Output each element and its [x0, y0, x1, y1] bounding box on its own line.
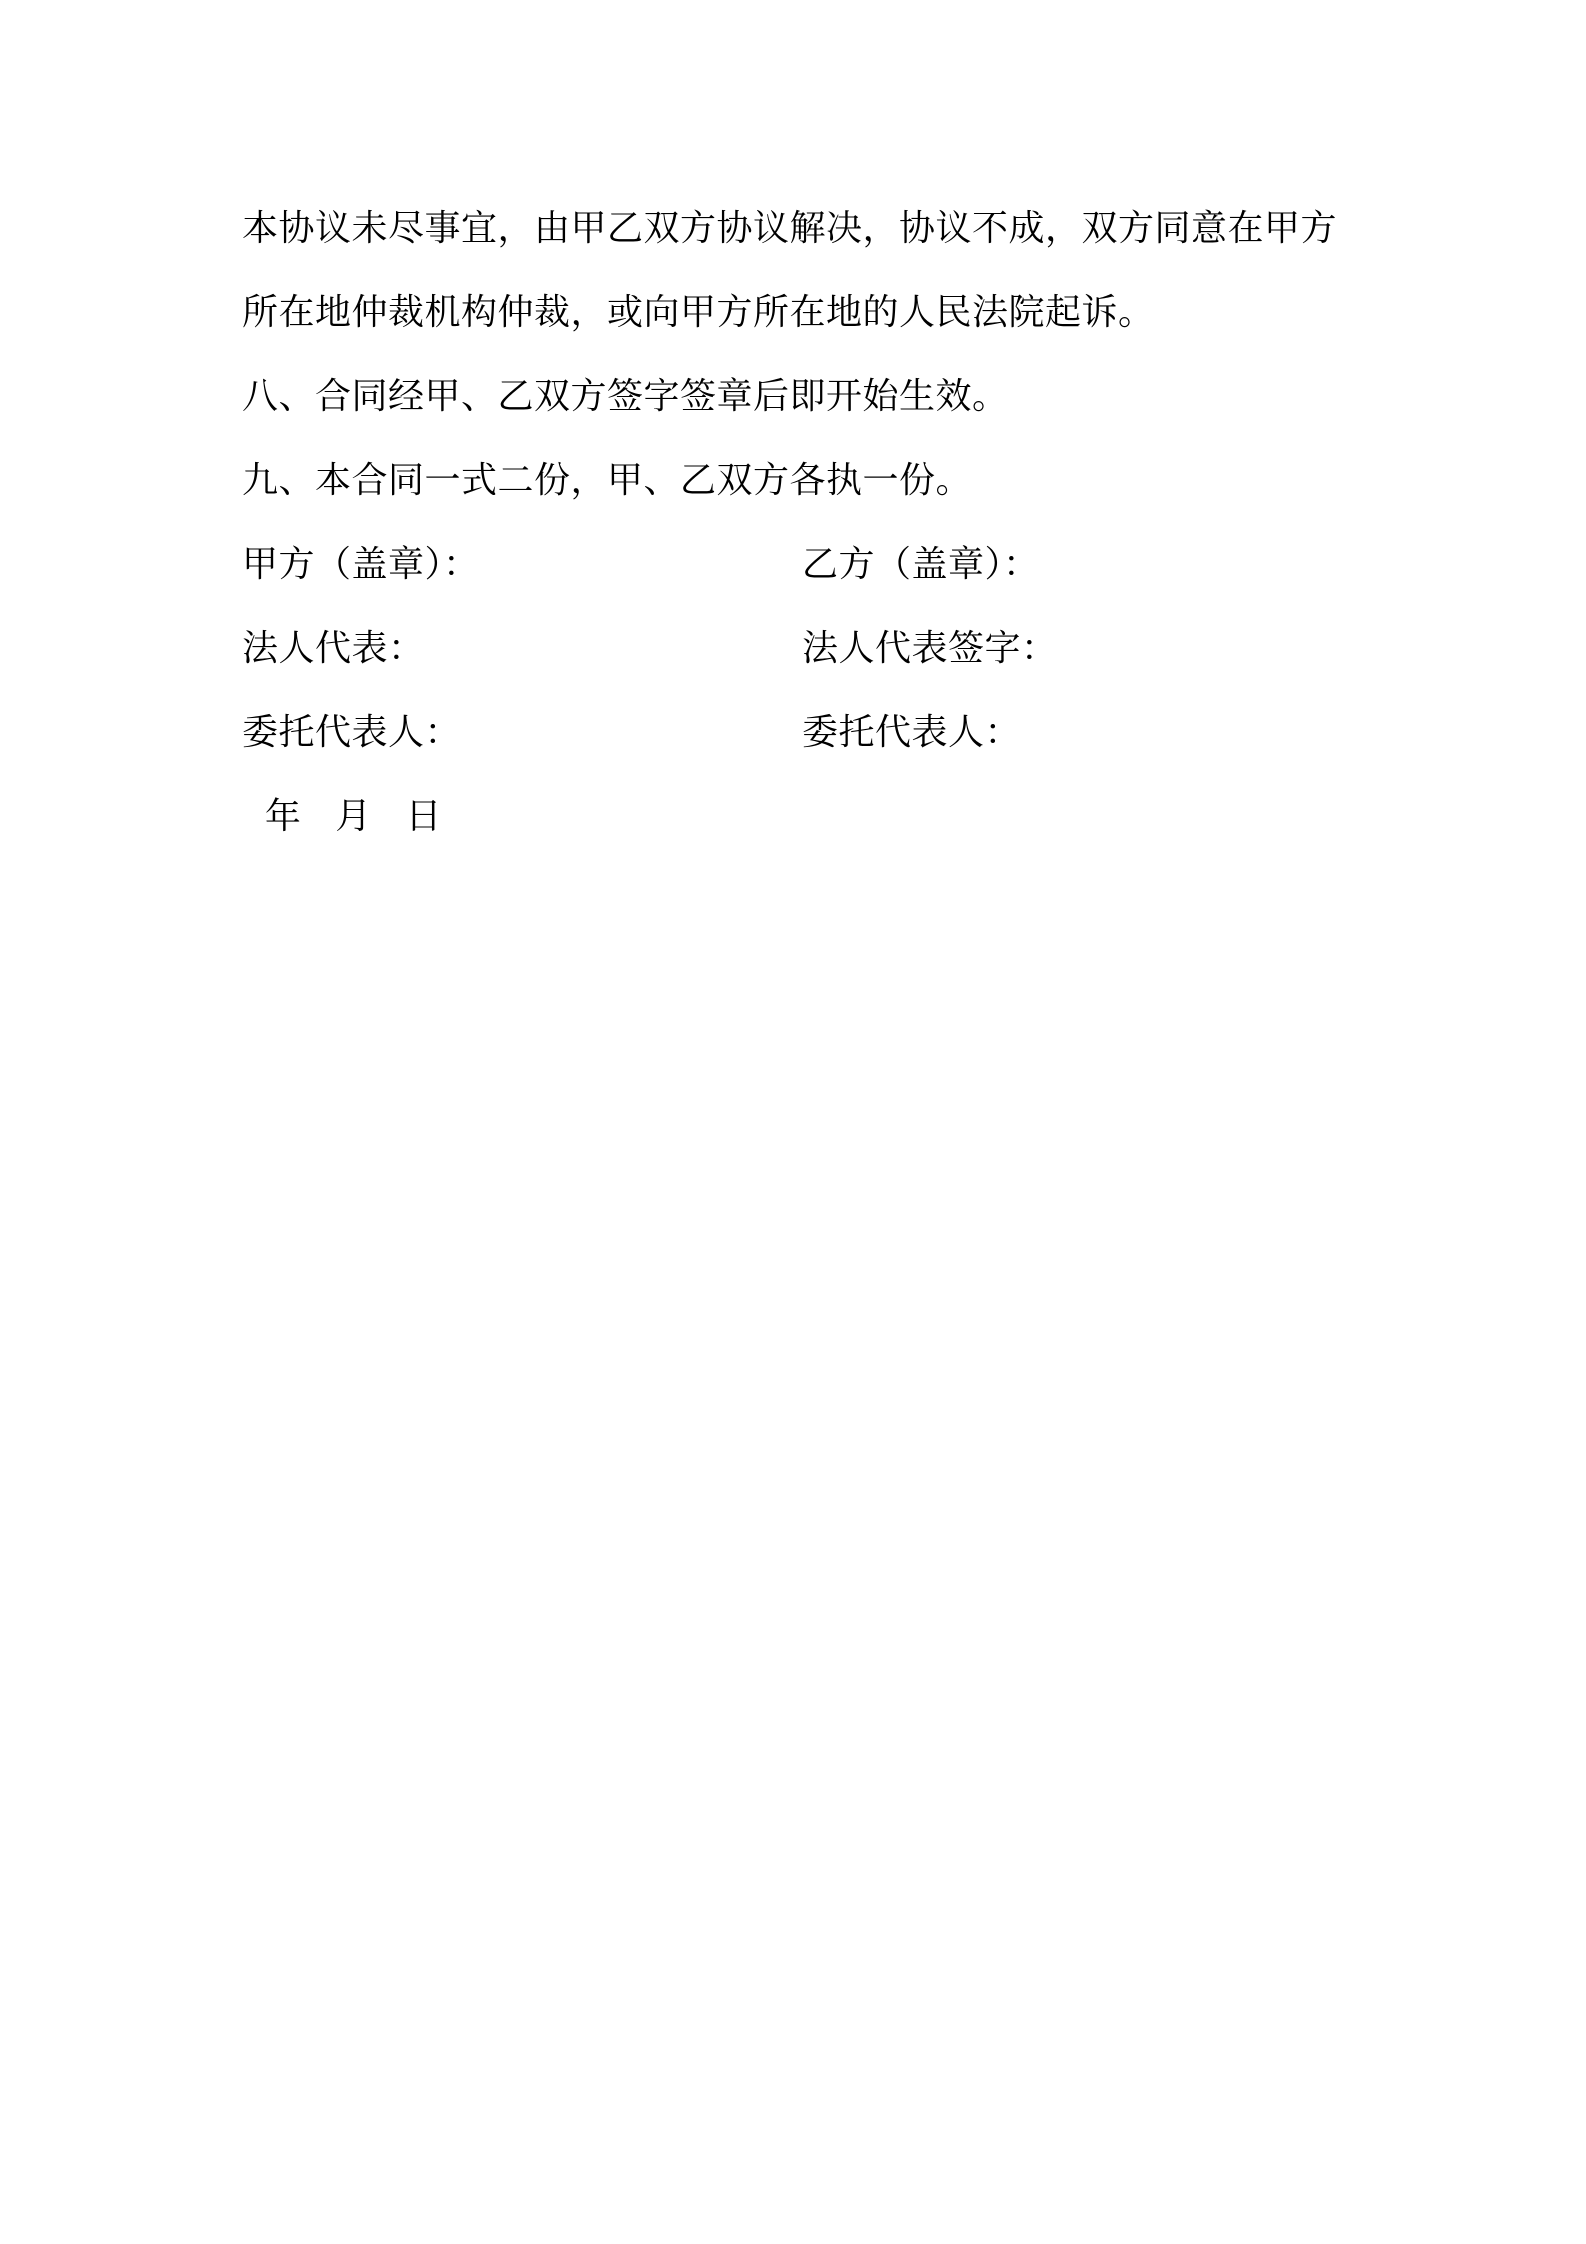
clause-9: 九、本合同一式二份，甲、乙双方各执一份。 — [242, 460, 973, 501]
paragraph-line-1: 本协议未尽事宜，由甲乙双方协议解决，协议不成，双方同意在甲方 — [242, 208, 1338, 249]
party-b-seal-label: 乙方（盖章）： — [802, 544, 1040, 585]
party-b-legal-rep-sign-label: 法人代表签字： — [802, 628, 1058, 669]
party-a-seal-label: 甲方（盖章）： — [242, 544, 480, 585]
party-a-agent-label: 委托代表人： — [242, 712, 462, 753]
paragraph-line-2: 所在地仲裁机构仲裁，或向甲方所在地的人民法院起诉。 — [242, 292, 1155, 333]
party-b-agent-label: 委托代表人： — [802, 712, 1022, 753]
clause-8: 八、合同经甲、乙双方签字签章后即开始生效。 — [242, 376, 1009, 417]
date-line: 年 月 日 — [242, 796, 442, 837]
party-a-legal-rep-label: 法人代表： — [242, 628, 425, 669]
